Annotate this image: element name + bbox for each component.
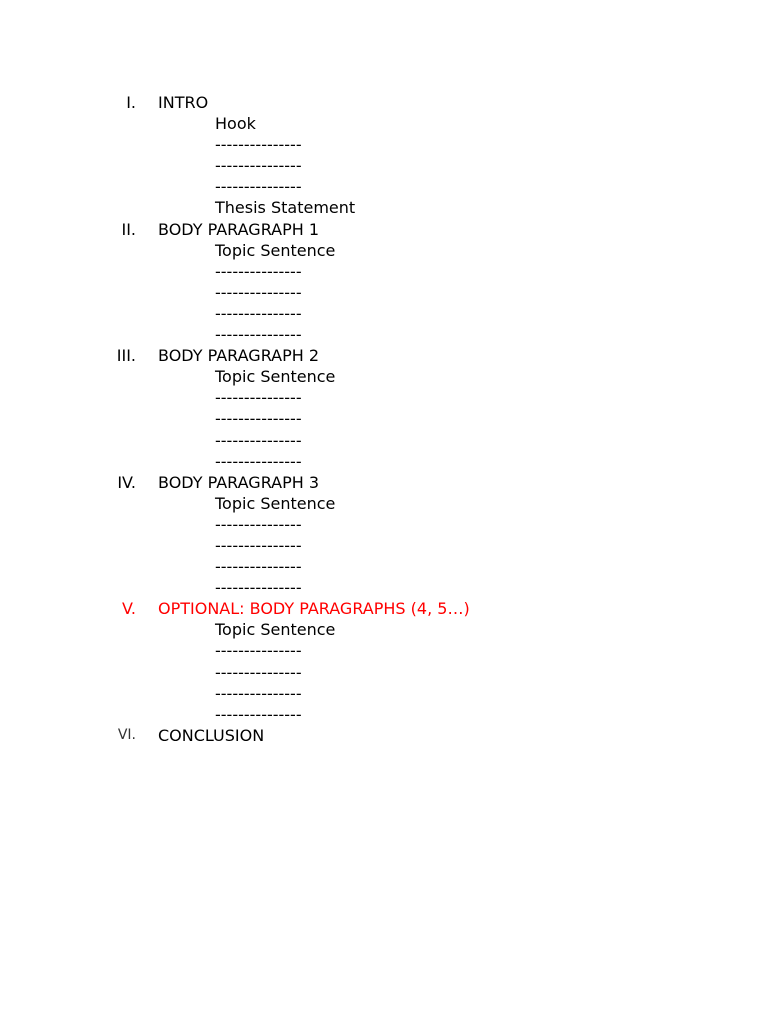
sub-item-text: ---------------	[215, 156, 302, 176]
sub-item-text: Topic Sentence	[215, 240, 336, 260]
outline-section-body-2	[0, 345, 768, 472]
section-heading-row	[0, 598, 768, 619]
outline-sub-item	[0, 430, 768, 451]
sub-item-text: ---------------	[215, 557, 302, 577]
sub-item-text: Topic Sentence	[215, 620, 336, 640]
sub-item-text: ---------------	[215, 578, 302, 598]
outline-sub-item	[0, 535, 768, 556]
sub-item-text: ---------------	[215, 388, 302, 408]
roman-numeral: IV.	[117, 472, 136, 492]
outline-sub-item	[0, 577, 768, 598]
outline-sub-item	[0, 704, 768, 725]
roman-numeral: III.	[116, 346, 136, 366]
sub-item-text: ---------------	[215, 451, 302, 471]
sub-item-text: ---------------	[215, 325, 302, 345]
sub-item-text: ---------------	[215, 683, 302, 703]
outline-sub-item	[0, 155, 768, 176]
sub-item-text: ---------------	[215, 135, 302, 155]
outline-sub-item	[0, 282, 768, 303]
section-heading: BODY PARAGRAPH 1	[158, 219, 320, 239]
sub-item-text: Thesis Statement	[215, 198, 356, 218]
sub-item-text: ---------------	[215, 282, 302, 302]
section-heading-row	[0, 472, 768, 493]
outline-section-body-3	[0, 472, 768, 599]
sub-item-text: ---------------	[215, 641, 302, 661]
sub-item-text: ---------------	[215, 430, 302, 450]
section-heading: INTRO	[158, 93, 209, 112]
outline-sub-item	[0, 387, 768, 408]
outline-sub-item	[0, 240, 768, 261]
section-heading-row	[0, 725, 768, 746]
outline-sub-item	[0, 176, 768, 197]
section-heading-row	[0, 219, 768, 240]
outline-section-optional	[0, 598, 768, 725]
essay-outline	[0, 92, 768, 746]
outline-section-intro	[0, 92, 768, 219]
roman-numeral: VI.	[117, 726, 136, 743]
section-heading-row	[0, 92, 768, 113]
outline-section-body-1	[0, 219, 768, 346]
outline-sub-item	[0, 197, 768, 218]
outline-section-conclusion	[0, 725, 768, 746]
outline-sub-item	[0, 113, 768, 134]
sub-item-text: Hook	[215, 114, 256, 134]
sub-item-text: ---------------	[215, 662, 302, 682]
outline-sub-item	[0, 134, 768, 155]
outline-sub-item	[0, 556, 768, 577]
sub-item-text: ---------------	[215, 535, 302, 555]
outline-sub-item	[0, 640, 768, 661]
sub-item-text: ---------------	[215, 514, 302, 534]
outline-sub-item	[0, 662, 768, 683]
section-heading: BODY PARAGRAPH 2	[158, 346, 320, 366]
sub-item-text: ---------------	[215, 409, 302, 429]
sub-item-text: Topic Sentence	[215, 493, 336, 513]
section-heading-row	[0, 345, 768, 366]
outline-sub-item	[0, 683, 768, 704]
outline-sub-item	[0, 619, 768, 640]
roman-numeral: V.	[122, 599, 136, 619]
sub-item-text: Topic Sentence	[215, 367, 336, 387]
outline-sub-item	[0, 324, 768, 345]
roman-numeral: II.	[121, 219, 136, 239]
sub-item-text: ---------------	[215, 261, 302, 281]
section-heading: CONCLUSION	[158, 725, 265, 745]
outline-sub-item	[0, 261, 768, 282]
roman-numeral: I.	[126, 93, 136, 112]
section-heading-optional: OPTIONAL: BODY PARAGRAPHS (4, 5…)	[158, 599, 470, 619]
outline-sub-item	[0, 493, 768, 514]
outline-sub-item	[0, 408, 768, 429]
outline-sub-item	[0, 303, 768, 324]
section-heading: BODY PARAGRAPH 3	[158, 472, 320, 492]
sub-item-text: ---------------	[215, 704, 302, 724]
sub-item-text: ---------------	[215, 303, 302, 323]
outline-sub-item	[0, 514, 768, 535]
outline-sub-item	[0, 451, 768, 472]
sub-item-text: ---------------	[215, 177, 302, 197]
outline-sub-item	[0, 366, 768, 387]
